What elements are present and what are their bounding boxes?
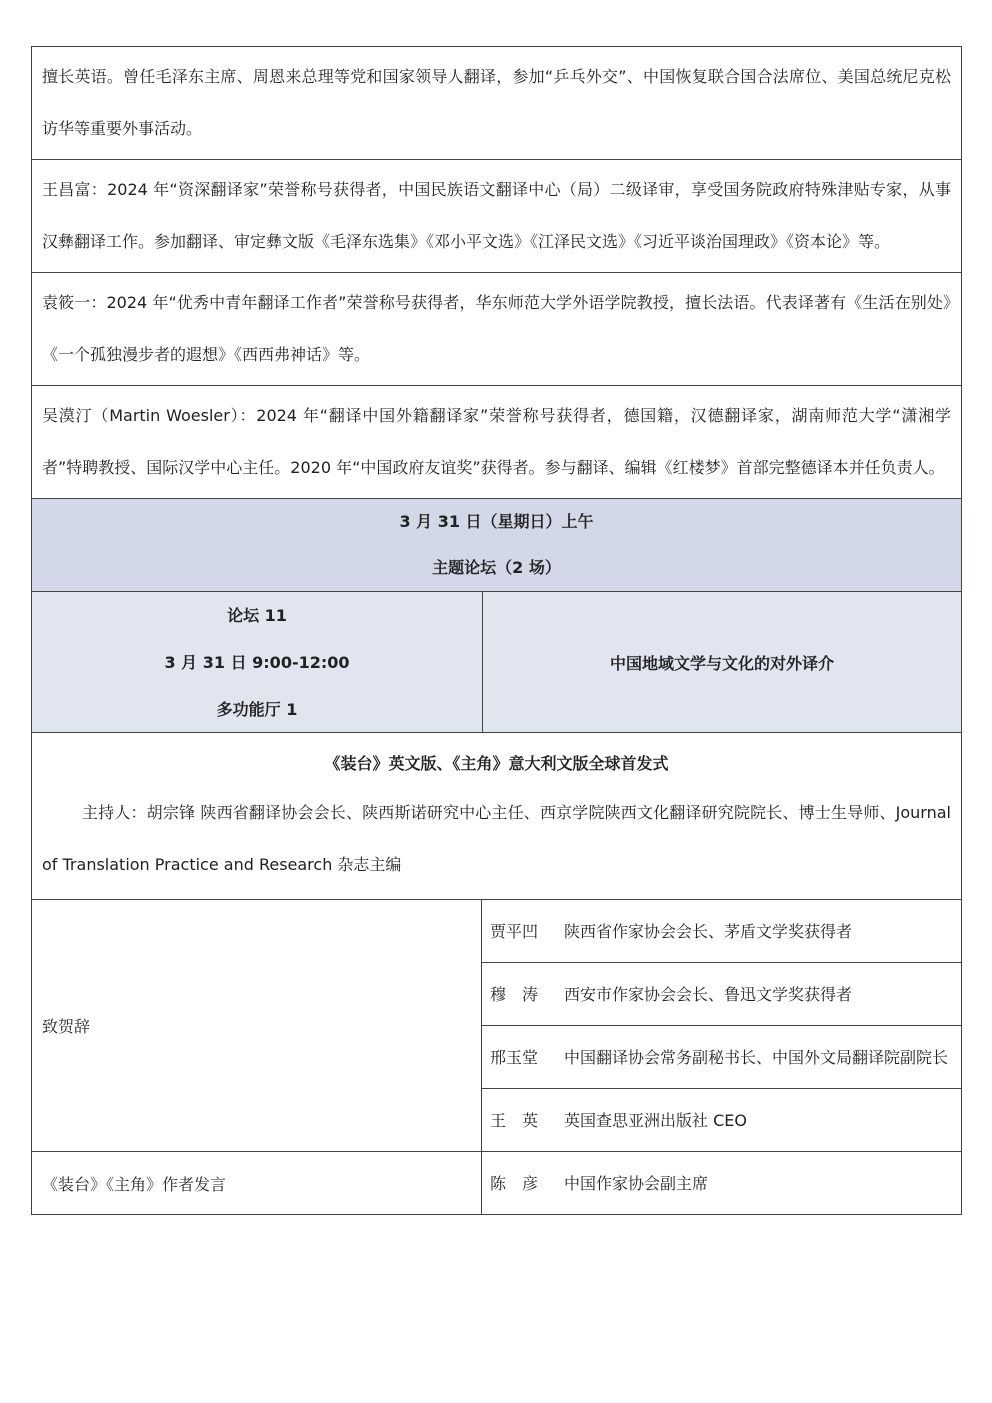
author-speech-people	[482, 1152, 961, 1214]
session-header	[31, 499, 962, 592]
greetings-section	[31, 900, 962, 1152]
schedule-table	[31, 46, 962, 1215]
bio-entry: 袁筱一：2024 年“优秀中青年翻译工作者”荣誉称号获得者，华东师范大学外语学院教授，擅长法语。代表译著有《生活在别处》《一个孤独漫步者的遐想》《西西弗神话》等。	[31, 273, 962, 386]
speaker-title: 英国查思亚洲出版社 CEO	[564, 1111, 747, 1130]
speaker-name: 邢玉堂	[490, 1048, 539, 1067]
speaker-row	[482, 1089, 961, 1151]
greetings-people	[482, 900, 961, 1151]
session-date: 3 月 31 日（星期日）上午	[399, 512, 594, 531]
author-speech-section	[31, 1152, 962, 1215]
speaker-title: 西安市作家协会会长、鲁迅文学奖获得者	[564, 985, 853, 1004]
forum-header	[31, 592, 962, 733]
speaker-row	[482, 1026, 961, 1089]
speaker-title: 陕西省作家协会会长、茅盾文学奖获得者	[564, 922, 853, 941]
speaker-title: 中国作家协会副主席	[564, 1174, 709, 1193]
forum-topic: 中国地域文学与文化的对外译介	[483, 592, 961, 732]
speaker-name: 贾平凹	[490, 922, 539, 941]
speaker-name: 王 英	[490, 1111, 539, 1130]
bio-entry: 擅长英语。曾任毛泽东主席、周恩来总理等党和国家领导人翻译，参加“乒乓外交”、中国恢复联合国合法席位、美国总统尼克松访华等重要外事活动。	[31, 46, 962, 160]
forum-number: 论坛 11	[227, 605, 287, 625]
speaker-row	[482, 1152, 961, 1214]
greetings-label: 致贺辞	[32, 900, 482, 1151]
forum-venue: 多功能厅 1	[216, 699, 298, 719]
launch-host: 主持人：胡宗锋 陕西省翻译协会会长、陕西斯诺研究中心主任、西京学院陕西文化翻译研究院院长、博士生导师、Journal of Translation Practice and Research 杂志主编	[42, 803, 951, 874]
launch-section	[31, 733, 962, 900]
forum-info	[32, 592, 483, 732]
speaker-row	[482, 963, 961, 1026]
speaker-name: 穆 涛	[490, 985, 539, 1004]
launch-title: 《装台》英文版、《主角》意大利文版全球首发式	[324, 754, 669, 773]
bio-entry: 吴漠汀（Martin Woesler）：2024 年“翻译中国外籍翻译家”荣誉称号获得者，德国籍，汉德翻译家，湖南师范大学“潇湘学者”特聘教授、国际汉学中心主任。2020 年“中国政府友谊奖”获得者。参与翻译、编辑《红楼梦》首部完整德译本并任负责人。	[31, 386, 962, 499]
speaker-row	[482, 900, 961, 963]
forum-time: 3 月 31 日 9:00-12:00	[164, 652, 350, 672]
author-speech-label: 《装台》《主角》作者发言	[32, 1152, 482, 1214]
session-title: 主题论坛（2 场）	[432, 558, 561, 577]
bio-entry: 王昌富：2024 年“资深翻译家”荣誉称号获得者，中国民族语文翻译中心（局）二级译审，享受国务院政府特殊津贴专家，从事汉彝翻译工作。参加翻译、审定彝文版《毛泽东选集》《邓小平文选》《江泽民文选》《习近平谈治国理政》《资本论》等。	[31, 160, 962, 273]
speaker-title: 中国翻译协会常务副秘书长、中国外文局翻译院副院长	[564, 1048, 949, 1067]
speaker-name: 陈 彦	[490, 1174, 539, 1193]
